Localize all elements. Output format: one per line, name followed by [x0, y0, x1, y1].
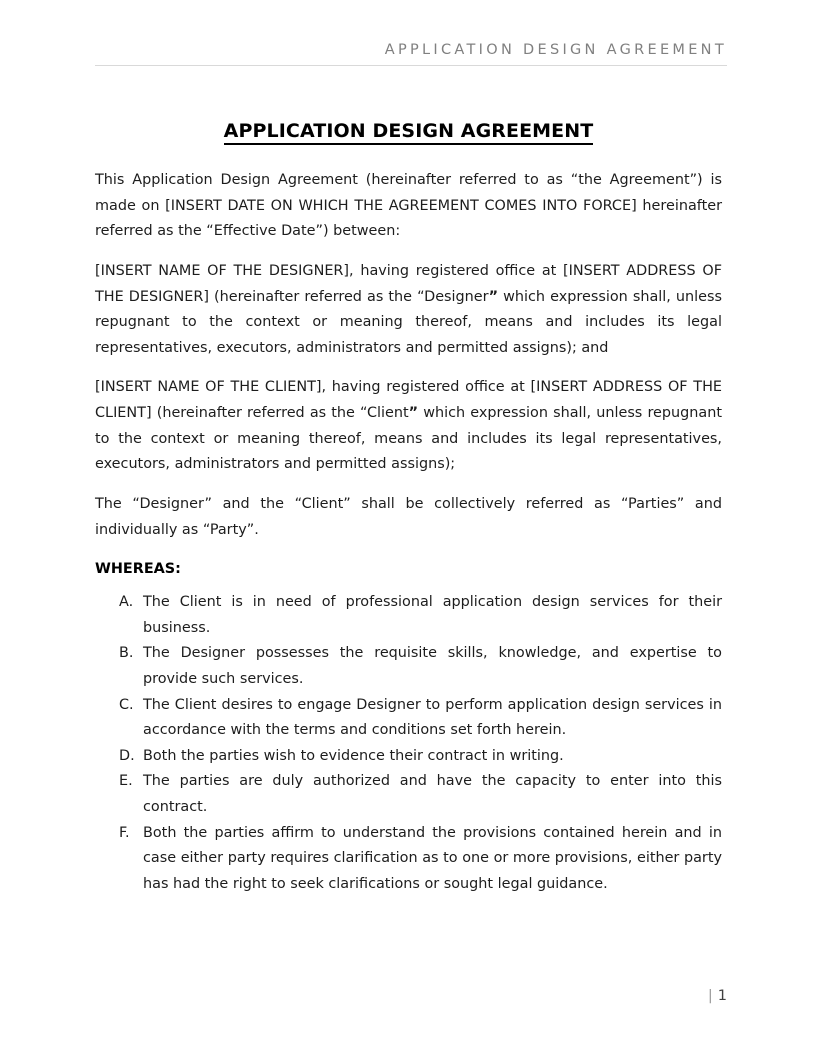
list-item-marker: C.: [119, 696, 134, 713]
paragraph-recital-agreement: This Application Design Agreement (hereinafter referred to as “the Agreement”) is made on [INSERT DATE ON WHICH THE AGREEMENT COMES INTO FORCE] hereinafter referred as the “Effective Date”) between:: [95, 172, 722, 240]
list-item: [95, 769, 722, 820]
list-item-text: The parties are duly authorized and have the capacity to enter into this contract.: [143, 773, 722, 816]
client-clause-after: which expression shall, unless repugnant to the context or meaning thereof, means and includes its legal representatives, executors, administrators and permitted assigns);: [95, 405, 722, 473]
list-item: [95, 641, 722, 692]
list-item: [95, 744, 722, 770]
list-item-text: The Client desires to engage Designer to perform application design services in accordance with the terms and conditions set forth herein.: [143, 696, 722, 739]
paragraph-parties-definition: The “Designer” and the “Client” shall be collectively referred as “Parties” and individually as “Party”.: [95, 496, 722, 538]
list-item-text: The Client is in need of professional application design services for their business.: [143, 593, 722, 636]
list-item: [95, 590, 722, 641]
whereas-heading: WHEREAS:: [95, 561, 181, 578]
paragraph-party-client: [95, 375, 722, 478]
list-item-marker: D.: [119, 747, 135, 764]
page-title: [95, 120, 722, 142]
list-item-marker: A.: [119, 593, 134, 610]
list-item-marker: B.: [119, 645, 134, 662]
page-footer: [95, 988, 727, 1004]
list-item-text: The Designer possesses the requisite skills, knowledge, and expertise to provide such services.: [143, 645, 722, 687]
client-closing-quote: ”: [408, 405, 419, 422]
list-item-marker: E.: [119, 773, 133, 790]
footer-separator: |: [707, 988, 713, 1004]
page-title-text: APPLICATION DESIGN AGREEMENT: [224, 120, 594, 145]
running-header: [95, 42, 727, 66]
client-clause-before: [INSERT NAME OF THE CLIENT], having registered office at [INSERT ADDRESS OF THE CLIENT] (hereinafter referred as the “Client: [95, 379, 722, 422]
designer-clause-after: which expression shall, unless repugnant to the context or meaning thereof, means and includes its legal representatives, executors, administrators and permitted assigns); and: [95, 288, 722, 356]
list-item-marker: F.: [119, 824, 130, 841]
designer-clause-before: [INSERT NAME OF THE DESIGNER], having registered office at [INSERT ADDRESS OF THE DESIGNER] (hereinafter referred as the “Designer: [95, 262, 722, 305]
paragraph-party-designer: [95, 259, 722, 362]
footer-page-number: 1: [717, 988, 727, 1004]
running-header-title: APPLICATION DESIGN AGREEMENT: [384, 42, 727, 58]
document-body: [95, 120, 722, 898]
list-item: [95, 693, 722, 744]
list-item: [95, 821, 722, 898]
list-item-text: Both the parties affirm to understand the provisions contained herein and in case either party requires clarification as to one or more provisions, either party has had the right to seek clarifications or sought legal guidance.: [143, 824, 722, 893]
designer-closing-quote: ”: [488, 288, 499, 305]
list-item-text: Both the parties wish to evidence their contract in writing.: [143, 747, 564, 764]
whereas-list: [95, 590, 722, 898]
